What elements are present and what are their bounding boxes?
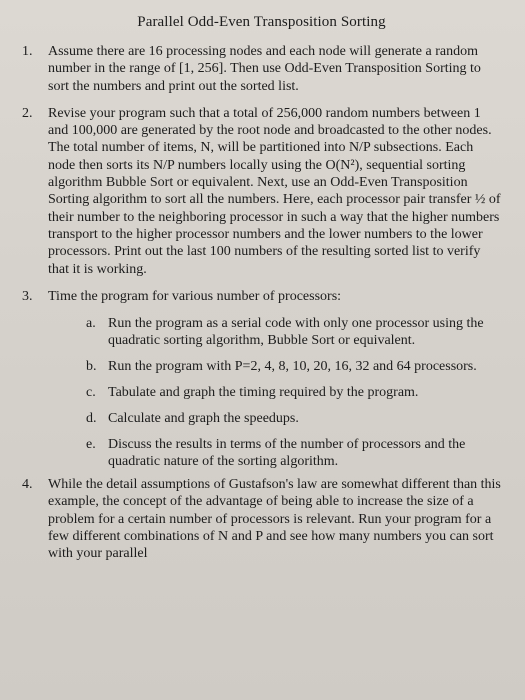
question-text: Time the program for various number of processors:	[48, 288, 342, 304]
subquestion-text: Calculate and graph the speedups.	[108, 411, 299, 427]
question-number: 2.	[22, 105, 33, 121]
subquestion-a	[86, 315, 501, 349]
question-item-3	[22, 288, 501, 479]
question-text: While the detail assumptions of Gustafson's law are somewhat different than this example, the concept of the advantage of being able to increase the size of a problem for a certain number of processors is relevant. Run your program for a few different combinations of N and P and see how many numbers you can sort with your parallel	[48, 477, 501, 562]
subquestion-text: Run the program as a serial code with only one processor using the quadratic sorting algorithm, Bubble Sort or equivalent.	[108, 316, 484, 349]
subquestion-b	[86, 358, 501, 375]
question-list	[22, 43, 501, 563]
subquestion-c	[86, 384, 501, 401]
subquestion-e	[86, 436, 501, 470]
question-item-4	[22, 476, 501, 562]
subquestion-text: Tabulate and graph the timing required by the program.	[108, 385, 419, 401]
question-text: Revise your program such that a total of 256,000 random numbers between 1 and 100,000 are generated by the root node and broadcasted to the other nodes. The total number of items, N, will be partitioned into N/P subsections. Each node then sorts its N/P numbers locally using the O(N²), sequential sorting algorithm Bubble Sort or equivalent. Next, use an Odd-Even Transposition Sorting algorithm to sort all the numbers. Here, each processor pair transfer ½ of their number to the neighboring processor in such a way that the higher numbers transport to the higher processor numbers and the lower numbers to the lower processors. Print out the last 100 numbers of the resulting sorted list to verify that it is working.	[48, 105, 501, 277]
subquestion-d	[86, 410, 501, 427]
subquestion-text: Run the program with P=2, 4, 8, 10, 20, 16, 32 and 64 processors.	[108, 359, 477, 375]
question-item-2	[22, 105, 501, 278]
document-title: Parallel Odd-Even Transposition Sorting	[137, 14, 386, 30]
question-number: 1.	[22, 44, 33, 59]
question-item-1	[22, 43, 501, 95]
subquestion-text: Discuss the results in terms of the number of processors and the quadratic nature of the sorting algorithm.	[108, 437, 466, 470]
question-text: Assume there are 16 processing nodes and each node will generate a random number in the range of [1, 256]. Then use Odd-Even Transposition Sorting to sort the numbers and print out the sorted list.	[48, 44, 481, 94]
question-number: 3.	[22, 288, 33, 304]
subquestion-letter: c.	[86, 385, 96, 401]
subquestion-letter: d.	[86, 411, 97, 427]
question-number: 4.	[22, 477, 33, 493]
subquestion-letter: b.	[86, 359, 97, 375]
subquestion-letter: a.	[86, 316, 96, 332]
subquestion-list	[48, 315, 501, 470]
subquestion-letter: e.	[86, 437, 96, 453]
